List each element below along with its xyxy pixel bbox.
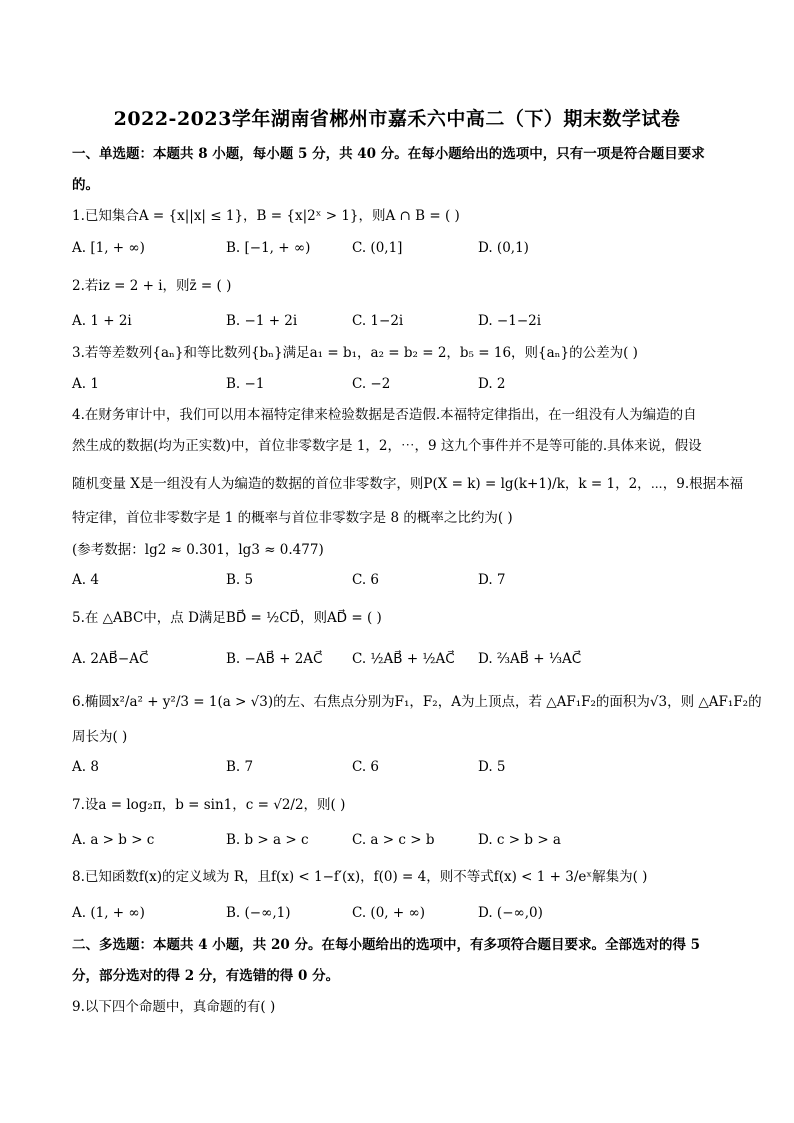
question-6-line-2: 周长为( )	[72, 729, 128, 745]
option-c: C. −2	[352, 376, 391, 392]
question-3-stem: 3.若等差数列{aₙ}和等比数列{bₙ}满足a₁ = b₁，a₂ = b₂ = 2，b₅ = 16，则{aₙ}的公差为( )	[72, 345, 638, 361]
option-d: D. 5	[478, 759, 506, 775]
exam-title: 2022-2023学年湖南省郴州市嘉禾六中高二（下）期末数学试卷	[113, 108, 681, 130]
question-5-stem: 5.在 △ABC中，点 D满足BD⃗ = ½CD⃗，则AD⃗ = ( )	[72, 610, 382, 626]
option-b: B. −1 + 2i	[226, 313, 298, 329]
option-a: A. 2AB⃗−AC⃗	[72, 651, 149, 667]
option-a: A. 1	[72, 376, 99, 392]
option-c: C. 1−2i	[352, 313, 404, 329]
option-c: C. a > c > b	[352, 832, 435, 848]
section2-header-cont: 分，部分选对的得 2 分，有选错的得 0 分。	[72, 968, 340, 984]
section2-header: 二、多选题：本题共 4 小题，共 20 分。在每小题给出的选项中，有多项符合题目要求。全部选对的得 5	[72, 937, 701, 953]
question-2-stem: 2.若iz = 2 + i，则z̄ = ( )	[72, 278, 232, 294]
option-d: D. 2	[478, 376, 506, 392]
section1-header: 一、单选题：本题共 8 小题，每小题 5 分，共 40 分。在每小题给出的选项中，只有一项是符合题目要求	[72, 146, 705, 162]
question-1-stem: 1.已知集合A = {x||x| ≤ 1}，B = {x|2ˣ > 1}，则A ∩ B = ( )	[72, 208, 460, 224]
option-a: A. (1, + ∞)	[72, 905, 145, 921]
option-b: B. 7	[226, 759, 254, 775]
option-b: B. 5	[226, 572, 254, 588]
question-9-stem: 9.以下四个命题中，真命题的有( )	[72, 999, 276, 1015]
option-b: B. −1	[226, 376, 265, 392]
question-6-line-1: 6.椭圆x²/a² + y²/3 = 1(a > √3)的左、右焦点分别为F₁，F₂，A为上顶点，若 △AF₁F₂的面积为√3，则 △AF₁F₂的	[72, 694, 762, 710]
option-d: D. (0,1)	[478, 240, 529, 256]
question-2-options	[72, 311, 732, 331]
question-8-stem: 8.已知函数f(x)的定义域为 R，且f(x) < 1−f′(x)，f(0) = 4，则不等式f(x) < 1 + 3/eˣ解集为( )	[72, 869, 648, 885]
question-7-stem: 7.设a = log₂π，b = sin1，c = √2/2，则( )	[72, 797, 346, 813]
option-d: D. c > b > a	[478, 832, 561, 848]
section1-header-cont: 的。	[72, 177, 99, 193]
option-c: C. (0,1]	[352, 240, 403, 256]
option-c: C. ½AB⃗ + ½AC⃗	[352, 651, 455, 667]
option-b: B. [−1, + ∞)	[226, 240, 311, 256]
option-a: A. [1, + ∞)	[72, 240, 145, 256]
question-4-line-1: 4.在财务审计中，我们可以用本福特定律来检验数据是否造假.本福特定律指出，在一组没有人为编造的自	[72, 407, 697, 423]
question-4-line-2: 然生成的数据(均为正实数)中，首位非零数字是 1，2，⋯，9 这九个事件并不是等可能的.具体来说，假设	[72, 438, 702, 454]
question-4-reference: (参考数据：lg2 ≈ 0.301，lg3 ≈ 0.477)	[72, 542, 324, 558]
option-d: D. 7	[478, 572, 506, 588]
option-b: B. −AB⃗ + 2AC⃗	[226, 651, 323, 667]
question-5-options	[72, 649, 732, 669]
question-8-options	[72, 903, 732, 923]
question-4-line-4: 特定律，首位非零数字是 1 的概率与首位非零数字是 8 的概率之比约为( )	[72, 510, 513, 526]
question-1-options	[72, 238, 732, 258]
option-d: D. −1−2i	[478, 313, 542, 329]
question-6-options	[72, 757, 732, 777]
option-a: A. a > b > c	[72, 832, 155, 848]
question-3-options	[72, 374, 732, 394]
option-a: A. 4	[72, 572, 99, 588]
option-c: C. 6	[352, 572, 380, 588]
option-b: B. b > a > c	[226, 832, 309, 848]
option-a: A. 8	[72, 759, 99, 775]
option-d: D. ⅔AB⃗ + ⅓AC⃗	[478, 651, 582, 667]
option-d: D. (−∞,0)	[478, 905, 543, 921]
question-7-options	[72, 830, 732, 850]
option-c: C. 6	[352, 759, 380, 775]
option-c: C. (0, + ∞)	[352, 905, 425, 921]
question-4-line-3: 随机变量 X是一组没有人为编造的数据的首位非零数字，则P(X = k) = lg(k+1)/k，k = 1，2，⋯，9.根据本福	[72, 476, 744, 492]
question-4-options	[72, 570, 732, 590]
option-a: A. 1 + 2i	[72, 313, 132, 329]
option-b: B. (−∞,1)	[226, 905, 291, 921]
